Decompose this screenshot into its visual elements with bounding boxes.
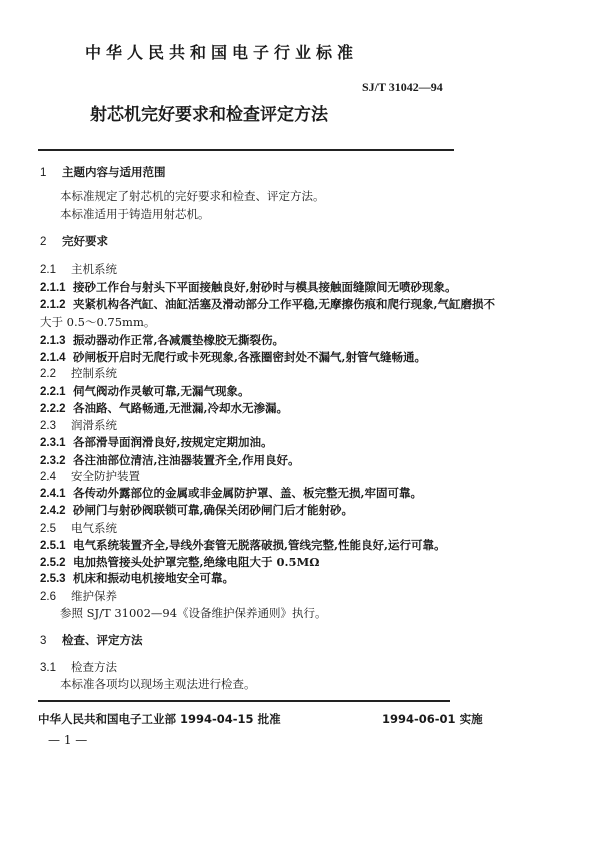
clause-number: 2.2.2 bbox=[40, 403, 66, 415]
clause bbox=[40, 280, 457, 296]
clause-number: 2.4.2 bbox=[40, 505, 66, 517]
clause-text: 安全防护装置 bbox=[71, 469, 140, 483]
clause-text: 本标准规定了射芯机的完好要求和检查、评定方法。 bbox=[60, 189, 325, 203]
paragraph bbox=[60, 189, 325, 204]
clause-number: 2 bbox=[40, 236, 47, 248]
clause-number: 2.4 bbox=[40, 471, 56, 483]
clause-text: 本标准各项均以现场主观法进行检查。 bbox=[60, 677, 256, 691]
clause-text: 检查、评定方法 bbox=[62, 633, 143, 647]
effective-date: 1994-06-01 实施 bbox=[382, 712, 483, 726]
clause-text: 机床和振动电机接地安全可靠。 bbox=[73, 571, 234, 585]
section-heading bbox=[40, 633, 143, 649]
subsection-heading bbox=[40, 660, 117, 676]
clause-text: 维护保养 bbox=[71, 589, 117, 603]
clause-text: 振动器动作正常,各减震垫橡胶无撕裂伤。 bbox=[73, 333, 285, 347]
clause-number: 2.5.1 bbox=[40, 540, 66, 552]
clause bbox=[40, 350, 426, 366]
clause-text: 完好要求 bbox=[62, 234, 108, 248]
clause-text: 电气系统装置齐全,导线外套管无脱落破损,管线完整,性能良好,运行可靠。 bbox=[73, 538, 446, 552]
clause bbox=[40, 503, 353, 519]
section-heading bbox=[40, 234, 108, 250]
clause-text: 各传动外露部位的金属或非金属防护罩、盖、板完整无损,牢固可靠。 bbox=[73, 486, 422, 500]
clause-number: 2.3.1 bbox=[40, 437, 66, 449]
clause-text: 夹紧机构各汽缸、油缸活塞及滑动部分工作平稳,无摩擦伤痕和爬行现象,气缸磨损不 bbox=[73, 297, 496, 311]
clause-number: 2.3 bbox=[40, 420, 56, 432]
clause-text: 电加热管接头处护罩完整,绝缘电阻大于 0.5MΩ bbox=[73, 555, 320, 569]
clause-text: 润滑系统 bbox=[71, 418, 117, 432]
clause-text: 各油路、气路畅通,无泄漏,冷却水无渗漏。 bbox=[73, 401, 289, 415]
clause-number: 2.2 bbox=[40, 368, 56, 380]
clause bbox=[40, 571, 234, 587]
clause-number: 2.5.2 bbox=[40, 557, 66, 569]
clause bbox=[40, 401, 288, 417]
clause-number: 2.5.3 bbox=[40, 573, 66, 585]
clause bbox=[40, 435, 273, 451]
clause-number: 2.1.1 bbox=[40, 282, 66, 294]
issuing-body-heading: 中华人民共和国电子行业标准 bbox=[85, 43, 359, 62]
subsection-heading bbox=[40, 366, 117, 382]
clause-text: 伺气阀动作灵敏可靠,无漏气现象。 bbox=[73, 384, 250, 398]
page-number: — 1 — bbox=[48, 733, 88, 747]
clause bbox=[40, 486, 422, 502]
clause-text: 砂闸门与射砂阀联锁可靠,确保关闭砂闸门后才能射砂。 bbox=[73, 503, 354, 517]
clause-number: 2.1 bbox=[40, 264, 56, 276]
clause-text: 主机系统 bbox=[71, 262, 117, 276]
clause-number: 2.4.1 bbox=[40, 488, 66, 500]
section-heading bbox=[40, 165, 166, 181]
paragraph bbox=[60, 677, 256, 692]
clause bbox=[40, 538, 446, 554]
subsection-heading bbox=[40, 521, 117, 537]
clause-number: 2.1.4 bbox=[40, 352, 66, 364]
clause-text: 本标准适用于铸造用射芯机。 bbox=[60, 207, 210, 221]
bottom-divider bbox=[38, 700, 450, 702]
clause-number: 2.2.1 bbox=[40, 386, 66, 398]
clause-text: 各注油部位清洁,注油器装置齐全,作用良好。 bbox=[73, 453, 300, 467]
subsection-heading bbox=[40, 262, 117, 278]
clause bbox=[40, 555, 319, 571]
document-title: 射芯机完好要求和检查评定方法 bbox=[90, 105, 328, 125]
clause-text: 主题内容与适用范围 bbox=[62, 165, 166, 179]
clause-text: 控制系统 bbox=[71, 366, 117, 380]
clause-text: 各部滑导面润滑良好,按规定定期加油。 bbox=[73, 435, 273, 449]
clause-number: 1 bbox=[40, 167, 47, 179]
clause-text: 检查方法 bbox=[71, 660, 117, 674]
clause-number: 2.3.2 bbox=[40, 455, 66, 467]
paragraph bbox=[40, 315, 155, 330]
clause-text: 电气系统 bbox=[71, 521, 117, 535]
clause bbox=[40, 333, 284, 349]
clause bbox=[40, 297, 495, 313]
clause-number: 2.1.2 bbox=[40, 299, 66, 311]
clause-number: 3.1 bbox=[40, 662, 56, 674]
paragraph bbox=[60, 207, 210, 222]
approval-note: 中华人民共和国电子工业部 1994-04-15 批准 bbox=[38, 712, 281, 726]
subsection-heading bbox=[40, 469, 140, 485]
clause-text: 砂闸板开启时无爬行或卡死现象,各涨圈密封处不漏气,射管气缝畅通。 bbox=[73, 350, 427, 364]
paragraph bbox=[60, 606, 327, 621]
standard-code: SJ/T 31042—94 bbox=[362, 80, 443, 94]
clause-number: 3 bbox=[40, 635, 47, 647]
clause-text: 参照 SJ/T 31002—94《设备维护保养通则》执行。 bbox=[60, 606, 327, 620]
subsection-heading bbox=[40, 418, 117, 434]
clause-text: 大于 0.5～0.75mm。 bbox=[40, 315, 156, 329]
clause-number: 2.6 bbox=[40, 591, 56, 603]
clause bbox=[40, 384, 250, 400]
clause bbox=[40, 453, 300, 469]
clause-number: 2.1.3 bbox=[40, 335, 66, 347]
subsection-heading bbox=[40, 589, 117, 605]
top-divider bbox=[38, 149, 454, 151]
clause-number: 2.5 bbox=[40, 523, 56, 535]
clause-text: 接砂工作台与射头下平面接触良好,射砂时与模具接触面缝隙间无喷砂现象。 bbox=[73, 280, 457, 294]
